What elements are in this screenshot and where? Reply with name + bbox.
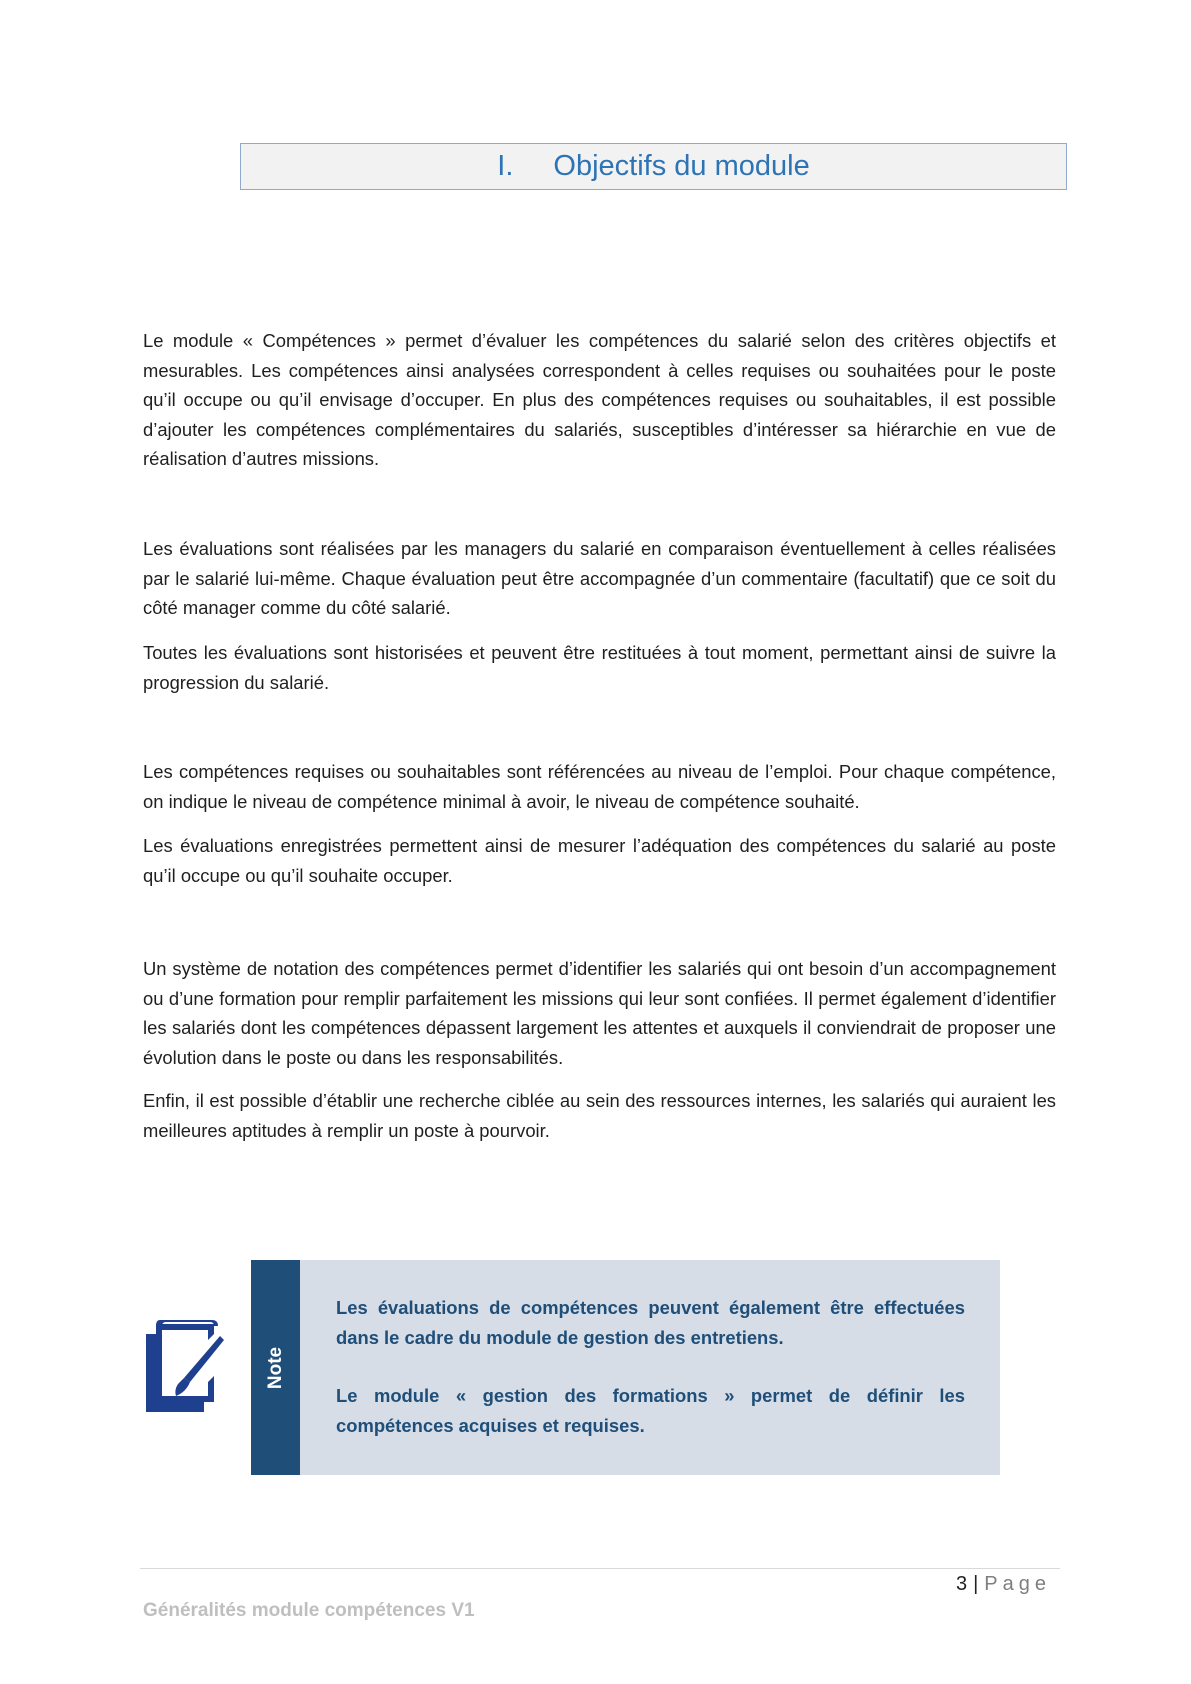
paragraph-block-2 xyxy=(143,534,1056,623)
paragraph: Les évaluations enregistrées permettent ainsi de mesurer l’adéquation des compétences du salarié au poste qu’il occupe ou qu’il souhaite occuper. xyxy=(143,835,1056,886)
section-title: Objectifs du module xyxy=(553,150,810,182)
note-label: Note xyxy=(264,1346,286,1389)
section-heading-box xyxy=(240,143,1067,190)
paragraph-block-6 xyxy=(143,954,1056,1072)
page-word: Page xyxy=(984,1573,1051,1595)
paragraph: Les compétences requises ou souhaitables sont référencées au niveau de l’emploi. Pour chaque compétence, on indique le niveau de compétence minimal à avoir, le niveau de compétence souhaité. xyxy=(143,761,1056,812)
note-pen-icon xyxy=(142,1316,224,1416)
paragraph: Un système de notation des compétences permet d’identifier les salariés qui ont besoin d’un accompagnement ou d’une formation pour remplir parfaitement les missions qui leur sont confiées. Il permet également d’identifier les salariés dont les compétences dépassent largement les attentes et auxquels il conviendrait de proposer une évolution dans le poste ou dans les responsabilités. xyxy=(143,958,1056,1068)
note-callout xyxy=(142,1260,1002,1475)
section-heading xyxy=(497,150,809,183)
note-box xyxy=(300,1260,1000,1475)
paragraph-block-4 xyxy=(143,757,1056,816)
section-number: I. xyxy=(497,150,514,182)
paragraph: Enfin, il est possible d’établir une recherche ciblée au sein des ressources internes, les salariés qui auraient les meilleures aptitudes à remplir un poste à pourvoir. xyxy=(143,1090,1056,1141)
note-paragraph: Les évaluations de compétences peuvent également être effectuées dans le cadre du module de gestion des entretiens. xyxy=(336,1297,965,1348)
paragraph: Les évaluations sont réalisées par les managers du salarié en comparaison éventuellement à celles réalisées par le salarié lui-même. Chaque évaluation peut être accompagnée d’un commentaire (facultatif) que ce soit du côté manager comme du côté salarié. xyxy=(143,538,1056,618)
paragraph-block-5 xyxy=(143,831,1056,890)
note-paragraph: Le module « gestion des formations » permet de définir les compétences acquises et requises. xyxy=(336,1385,965,1436)
footer-document-title: Généralités module compétences V1 xyxy=(143,1600,475,1621)
paragraph-block-3 xyxy=(143,638,1056,697)
paragraph-block-1 xyxy=(143,326,1056,474)
footer-divider xyxy=(140,1568,1060,1569)
paragraph: Toutes les évaluations sont historisées et peuvent être restituées à tout moment, permettant ainsi de suivre la progression du salarié. xyxy=(143,642,1056,693)
paragraph: Le module « Compétences » permet d’évaluer les compétences du salarié selon des critères objectifs et mesurables. Les compétences ainsi analysées correspondent à celles requises ou souhaitées pour le poste qu’il occupe ou qu’il envisage d’occuper. En plus des compétences requises ou souhaitables, il est possible d’ajouter les compétences complémentaires du salariés, susceptibles d’intéresser sa hiérarchie en vue de réalisation d’autres missions. xyxy=(143,330,1056,469)
page-number xyxy=(956,1573,1051,1596)
paragraph-block-7 xyxy=(143,1086,1056,1145)
page-number-value: 3 xyxy=(955,1573,968,1595)
page-separator: | xyxy=(973,1573,979,1595)
note-band xyxy=(251,1260,300,1475)
